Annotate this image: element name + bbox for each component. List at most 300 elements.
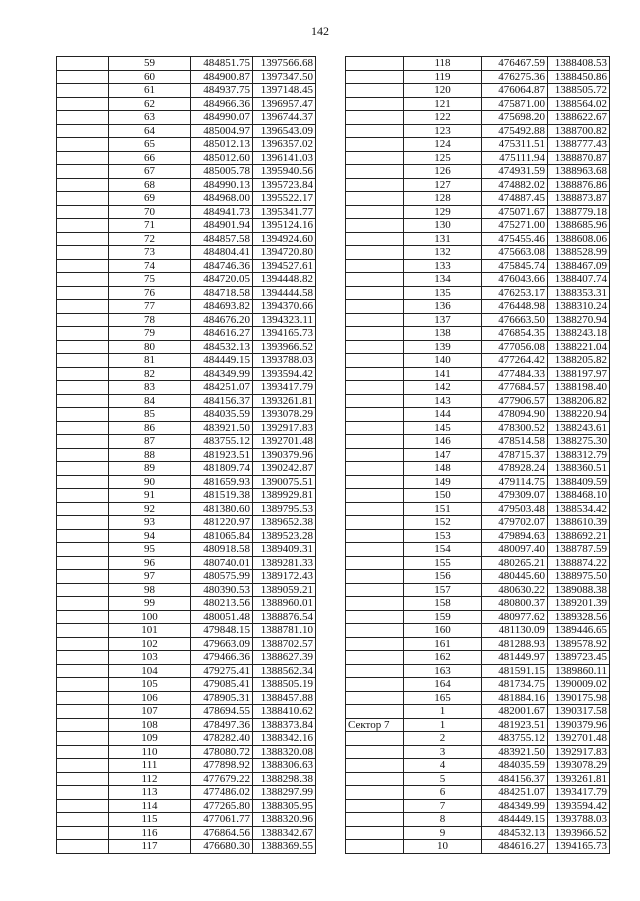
x-coordinate-cell: 476864.56 <box>191 826 253 840</box>
sector-cell <box>346 57 404 71</box>
y-coordinate-cell: 1393261.81 <box>253 394 316 408</box>
y-coordinate-cell: 1393788.03 <box>253 354 316 368</box>
point-number-cell: 126 <box>404 165 482 179</box>
point-number-cell: 129 <box>404 205 482 219</box>
y-coordinate-cell: 1388562.34 <box>253 664 316 678</box>
table-row <box>346 718 610 732</box>
x-coordinate-cell: 476854.35 <box>482 327 548 341</box>
sector-cell <box>346 340 404 354</box>
y-coordinate-cell: 1389328.56 <box>548 610 610 624</box>
table-row <box>57 651 316 665</box>
point-number-cell: 6 <box>404 786 482 800</box>
sector-cell: Сектор 7 <box>346 718 404 732</box>
y-coordinate-cell: 1388787.59 <box>548 543 610 557</box>
point-number-cell: 84 <box>109 394 191 408</box>
table-row <box>346 259 610 273</box>
point-number-cell: 115 <box>109 813 191 827</box>
y-coordinate-cell: 1389172.43 <box>253 570 316 584</box>
table-row <box>57 826 316 840</box>
table-row <box>346 516 610 530</box>
table-row <box>57 475 316 489</box>
table-row <box>57 246 316 260</box>
table-row <box>57 745 316 759</box>
table-row <box>346 489 610 503</box>
table-row <box>57 286 316 300</box>
y-coordinate-cell: 1388220.94 <box>548 408 610 422</box>
sector-cell <box>57 367 109 381</box>
point-number-cell: 7 <box>404 799 482 813</box>
table-row <box>57 124 316 138</box>
x-coordinate-cell: 484693.82 <box>191 300 253 314</box>
point-number-cell: 2 <box>404 732 482 746</box>
table-row <box>57 759 316 773</box>
point-number-cell: 142 <box>404 381 482 395</box>
x-coordinate-cell: 479663.09 <box>191 637 253 651</box>
sector-cell <box>57 637 109 651</box>
point-number-cell: 114 <box>109 799 191 813</box>
sector-cell <box>346 543 404 557</box>
sector-cell <box>346 165 404 179</box>
y-coordinate-cell: 1388360.51 <box>548 462 610 476</box>
sector-cell <box>57 178 109 192</box>
sector-cell <box>346 705 404 719</box>
sector-cell <box>57 273 109 287</box>
y-coordinate-cell: 1388963.68 <box>548 165 610 179</box>
point-number-cell: 83 <box>109 381 191 395</box>
sector-cell <box>346 651 404 665</box>
y-coordinate-cell: 1393788.03 <box>548 813 610 827</box>
y-coordinate-cell: 1392917.83 <box>548 745 610 759</box>
sector-cell <box>57 610 109 624</box>
table-row <box>57 178 316 192</box>
point-number-cell: 79 <box>109 327 191 341</box>
sector-cell <box>57 300 109 314</box>
sector-cell <box>346 286 404 300</box>
sector-cell <box>57 313 109 327</box>
table-row <box>346 367 610 381</box>
point-number-cell: 72 <box>109 232 191 246</box>
sector-cell <box>57 111 109 125</box>
table-row <box>346 286 610 300</box>
y-coordinate-cell: 1392917.83 <box>253 421 316 435</box>
y-coordinate-cell: 1389409.31 <box>253 543 316 557</box>
point-number-cell: 135 <box>404 286 482 300</box>
x-coordinate-cell: 481380.60 <box>191 502 253 516</box>
sector-cell <box>346 70 404 84</box>
table-row <box>346 354 610 368</box>
sector-cell <box>57 70 109 84</box>
sector-cell <box>57 678 109 692</box>
point-number-cell: 161 <box>404 637 482 651</box>
y-coordinate-cell: 1388320.08 <box>253 745 316 759</box>
y-coordinate-cell: 1395124.16 <box>253 219 316 233</box>
y-coordinate-cell: 1388320.96 <box>253 813 316 827</box>
x-coordinate-cell: 480445.60 <box>482 570 548 584</box>
x-coordinate-cell: 477265.80 <box>191 799 253 813</box>
table-row <box>346 624 610 638</box>
y-coordinate-cell: 1390317.58 <box>548 705 610 719</box>
x-coordinate-cell: 477061.77 <box>191 813 253 827</box>
sector-cell <box>346 367 404 381</box>
x-coordinate-cell: 480051.48 <box>191 610 253 624</box>
y-coordinate-cell: 1388310.24 <box>548 300 610 314</box>
x-coordinate-cell: 485004.97 <box>191 124 253 138</box>
table-row <box>57 529 316 543</box>
table-row <box>57 219 316 233</box>
x-coordinate-cell: 484857.58 <box>191 232 253 246</box>
table-row <box>346 799 610 813</box>
y-coordinate-cell: 1388197.97 <box>548 367 610 381</box>
y-coordinate-cell: 1389795.53 <box>253 502 316 516</box>
table-row <box>57 597 316 611</box>
table-row <box>57 70 316 84</box>
page-number: 142 <box>311 24 329 38</box>
point-number-cell: 66 <box>109 151 191 165</box>
table-row <box>346 340 610 354</box>
table-row <box>57 840 316 854</box>
table-row <box>57 421 316 435</box>
sector-cell <box>57 246 109 260</box>
sector-cell <box>346 583 404 597</box>
sector-cell <box>57 354 109 368</box>
sector-cell <box>346 489 404 503</box>
y-coordinate-cell: 1388342.16 <box>253 732 316 746</box>
point-number-cell: 133 <box>404 259 482 273</box>
x-coordinate-cell: 479114.75 <box>482 475 548 489</box>
x-coordinate-cell: 474882.02 <box>482 178 548 192</box>
sector-cell <box>57 286 109 300</box>
sector-cell <box>57 556 109 570</box>
table-row <box>346 448 610 462</box>
table-row <box>57 192 316 206</box>
y-coordinate-cell: 1388873.87 <box>548 192 610 206</box>
table-row <box>346 759 610 773</box>
point-number-cell: 61 <box>109 84 191 98</box>
table-row <box>346 637 610 651</box>
sector-cell <box>57 718 109 732</box>
x-coordinate-cell: 484804.41 <box>191 246 253 260</box>
y-coordinate-cell: 1389578.92 <box>548 637 610 651</box>
point-number-cell: 63 <box>109 111 191 125</box>
y-coordinate-cell: 1389059.21 <box>253 583 316 597</box>
sector-cell <box>57 705 109 719</box>
x-coordinate-cell: 475845.74 <box>482 259 548 273</box>
point-number-cell: 155 <box>404 556 482 570</box>
sector-cell <box>346 772 404 786</box>
sector-cell <box>346 111 404 125</box>
x-coordinate-cell: 479503.48 <box>482 502 548 516</box>
table-row <box>57 583 316 597</box>
sector-cell <box>346 327 404 341</box>
x-coordinate-cell: 475455.46 <box>482 232 548 246</box>
sector-cell <box>57 772 109 786</box>
x-coordinate-cell: 477679.22 <box>191 772 253 786</box>
sector-cell <box>57 408 109 422</box>
x-coordinate-cell: 480390.53 <box>191 583 253 597</box>
table-row <box>57 97 316 111</box>
table-row <box>346 246 610 260</box>
y-coordinate-cell: 1388777.43 <box>548 138 610 152</box>
table-row <box>57 516 316 530</box>
x-coordinate-cell: 480977.62 <box>482 610 548 624</box>
x-coordinate-cell: 480630.22 <box>482 583 548 597</box>
table-row <box>346 705 610 719</box>
y-coordinate-cell: 1388564.02 <box>548 97 610 111</box>
sector-cell <box>57 232 109 246</box>
y-coordinate-cell: 1392701.48 <box>548 732 610 746</box>
table-row <box>57 799 316 813</box>
y-coordinate-cell: 1390075.51 <box>253 475 316 489</box>
point-number-cell: 78 <box>109 313 191 327</box>
sector-cell <box>57 502 109 516</box>
y-coordinate-cell: 1394165.73 <box>253 327 316 341</box>
point-number-cell: 93 <box>109 516 191 530</box>
y-coordinate-cell: 1388505.72 <box>548 84 610 98</box>
table-row <box>57 408 316 422</box>
y-coordinate-cell: 1389281.33 <box>253 556 316 570</box>
x-coordinate-cell: 485005.78 <box>191 165 253 179</box>
point-number-cell: 85 <box>109 408 191 422</box>
x-coordinate-cell: 478905.31 <box>191 691 253 705</box>
table-row <box>346 138 610 152</box>
table-row <box>346 151 610 165</box>
point-number-cell: 125 <box>404 151 482 165</box>
sector-cell <box>57 340 109 354</box>
x-coordinate-cell: 481220.97 <box>191 516 253 530</box>
point-number-cell: 165 <box>404 691 482 705</box>
point-number-cell: 124 <box>404 138 482 152</box>
sector-cell <box>346 664 404 678</box>
x-coordinate-cell: 481288.93 <box>482 637 548 651</box>
table-row <box>346 529 610 543</box>
sector-cell <box>57 745 109 759</box>
x-coordinate-cell: 478094.90 <box>482 408 548 422</box>
y-coordinate-cell: 1393078.29 <box>548 759 610 773</box>
y-coordinate-cell: 1393966.52 <box>548 826 610 840</box>
sector-cell <box>346 151 404 165</box>
x-coordinate-cell: 483755.12 <box>191 435 253 449</box>
sector-cell <box>57 124 109 138</box>
y-coordinate-cell: 1390175.98 <box>548 691 610 705</box>
table-row <box>346 826 610 840</box>
x-coordinate-cell: 484449.15 <box>191 354 253 368</box>
sector-cell <box>57 259 109 273</box>
table-row <box>57 610 316 624</box>
sector-cell <box>346 826 404 840</box>
coordinates-table-left <box>56 56 316 854</box>
table-row <box>57 205 316 219</box>
table-row <box>57 448 316 462</box>
point-number-cell: 139 <box>404 340 482 354</box>
table-row <box>57 354 316 368</box>
table-row <box>346 556 610 570</box>
sector-cell <box>346 84 404 98</box>
table-row <box>346 813 610 827</box>
x-coordinate-cell: 477898.92 <box>191 759 253 773</box>
y-coordinate-cell: 1397148.45 <box>253 84 316 98</box>
y-coordinate-cell: 1389860.11 <box>548 664 610 678</box>
sector-cell <box>346 300 404 314</box>
sector-cell <box>346 637 404 651</box>
y-coordinate-cell: 1396357.02 <box>253 138 316 152</box>
x-coordinate-cell: 479466.36 <box>191 651 253 665</box>
table-row <box>346 273 610 287</box>
point-number-cell: 137 <box>404 313 482 327</box>
x-coordinate-cell: 476680.30 <box>191 840 253 854</box>
table-row <box>57 435 316 449</box>
x-coordinate-cell: 484990.07 <box>191 111 253 125</box>
point-number-cell: 68 <box>109 178 191 192</box>
x-coordinate-cell: 484616.27 <box>191 327 253 341</box>
x-coordinate-cell: 475492.88 <box>482 124 548 138</box>
y-coordinate-cell: 1393417.79 <box>253 381 316 395</box>
y-coordinate-cell: 1390009.02 <box>548 678 610 692</box>
x-coordinate-cell: 484746.36 <box>191 259 253 273</box>
table-row <box>346 97 610 111</box>
point-number-cell: 151 <box>404 502 482 516</box>
table-row <box>346 300 610 314</box>
table-row <box>57 786 316 800</box>
table-row <box>346 462 610 476</box>
sector-cell <box>57 516 109 530</box>
sector-cell <box>57 394 109 408</box>
sector-cell <box>57 381 109 395</box>
y-coordinate-cell: 1393594.42 <box>548 799 610 813</box>
sector-cell <box>346 381 404 395</box>
point-number-cell: 87 <box>109 435 191 449</box>
y-coordinate-cell: 1389723.45 <box>548 651 610 665</box>
sector-cell <box>346 597 404 611</box>
y-coordinate-cell: 1388685.96 <box>548 219 610 233</box>
point-number-cell: 81 <box>109 354 191 368</box>
x-coordinate-cell: 479848.15 <box>191 624 253 638</box>
y-coordinate-cell: 1388408.53 <box>548 57 610 71</box>
y-coordinate-cell: 1396543.09 <box>253 124 316 138</box>
table-row <box>346 124 610 138</box>
sector-cell <box>57 570 109 584</box>
table-row <box>57 84 316 98</box>
point-number-cell: 86 <box>109 421 191 435</box>
y-coordinate-cell: 1388450.86 <box>548 70 610 84</box>
y-coordinate-cell: 1388622.67 <box>548 111 610 125</box>
sector-cell <box>57 57 109 71</box>
point-number-cell: 91 <box>109 489 191 503</box>
table-row <box>57 664 316 678</box>
y-coordinate-cell: 1395723.84 <box>253 178 316 192</box>
table-row <box>57 556 316 570</box>
table-row <box>57 232 316 246</box>
sector-cell <box>346 813 404 827</box>
y-coordinate-cell: 1388975.50 <box>548 570 610 584</box>
x-coordinate-cell: 478282.40 <box>191 732 253 746</box>
point-number-cell: 153 <box>404 529 482 543</box>
x-coordinate-cell: 483921.50 <box>191 421 253 435</box>
x-coordinate-cell: 484035.59 <box>191 408 253 422</box>
table-row <box>57 57 316 71</box>
x-coordinate-cell: 484718.58 <box>191 286 253 300</box>
table-row <box>346 111 610 125</box>
x-coordinate-cell: 476064.87 <box>482 84 548 98</box>
x-coordinate-cell: 484937.75 <box>191 84 253 98</box>
y-coordinate-cell: 1388409.59 <box>548 475 610 489</box>
point-number-cell: 164 <box>404 678 482 692</box>
sector-cell <box>57 651 109 665</box>
point-number-cell: 130 <box>404 219 482 233</box>
table-row <box>346 178 610 192</box>
sector-cell <box>346 273 404 287</box>
point-number-cell: 88 <box>109 448 191 462</box>
table-row <box>346 475 610 489</box>
y-coordinate-cell: 1388369.55 <box>253 840 316 854</box>
table-row <box>346 678 610 692</box>
y-coordinate-cell: 1394323.11 <box>253 313 316 327</box>
x-coordinate-cell: 484616.27 <box>482 840 548 854</box>
point-number-cell: 127 <box>404 178 482 192</box>
sector-cell <box>57 475 109 489</box>
x-coordinate-cell: 477056.08 <box>482 340 548 354</box>
point-number-cell: 132 <box>404 246 482 260</box>
x-coordinate-cell: 484968.00 <box>191 192 253 206</box>
x-coordinate-cell: 475111.94 <box>482 151 548 165</box>
x-coordinate-cell: 476663.50 <box>482 313 548 327</box>
sector-cell <box>346 502 404 516</box>
table-row <box>57 165 316 179</box>
y-coordinate-cell: 1388700.82 <box>548 124 610 138</box>
y-coordinate-cell: 1388779.18 <box>548 205 610 219</box>
point-number-cell: 150 <box>404 489 482 503</box>
point-number-cell: 105 <box>109 678 191 692</box>
sector-cell <box>346 435 404 449</box>
y-coordinate-cell: 1393417.79 <box>548 786 610 800</box>
sector-cell <box>346 732 404 746</box>
y-coordinate-cell: 1389446.65 <box>548 624 610 638</box>
x-coordinate-cell: 476275.36 <box>482 70 548 84</box>
y-coordinate-cell: 1394924.60 <box>253 232 316 246</box>
x-coordinate-cell: 482001.67 <box>482 705 548 719</box>
table-row <box>346 435 610 449</box>
point-number-cell: 9 <box>404 826 482 840</box>
x-coordinate-cell: 476448.98 <box>482 300 548 314</box>
x-coordinate-cell: 477486.02 <box>191 786 253 800</box>
sector-cell <box>57 448 109 462</box>
y-coordinate-cell: 1397566.68 <box>253 57 316 71</box>
x-coordinate-cell: 475271.00 <box>482 219 548 233</box>
sector-cell <box>346 421 404 435</box>
y-coordinate-cell: 1388312.79 <box>548 448 610 462</box>
point-number-cell: 69 <box>109 192 191 206</box>
table-row <box>346 502 610 516</box>
table-row <box>57 502 316 516</box>
x-coordinate-cell: 479702.07 <box>482 516 548 530</box>
table-row <box>57 340 316 354</box>
x-coordinate-cell: 485012.60 <box>191 151 253 165</box>
y-coordinate-cell: 1388876.86 <box>548 178 610 192</box>
sector-cell <box>346 354 404 368</box>
y-coordinate-cell: 1389523.28 <box>253 529 316 543</box>
y-coordinate-cell: 1388243.18 <box>548 327 610 341</box>
point-number-cell: 65 <box>109 138 191 152</box>
y-coordinate-cell: 1388467.09 <box>548 259 610 273</box>
x-coordinate-cell: 485012.13 <box>191 138 253 152</box>
x-coordinate-cell: 480918.58 <box>191 543 253 557</box>
point-number-cell: 73 <box>109 246 191 260</box>
sector-cell <box>57 664 109 678</box>
table-row <box>57 637 316 651</box>
table-row <box>57 313 316 327</box>
x-coordinate-cell: 484901.94 <box>191 219 253 233</box>
x-coordinate-cell: 477264.42 <box>482 354 548 368</box>
x-coordinate-cell: 475663.08 <box>482 246 548 260</box>
